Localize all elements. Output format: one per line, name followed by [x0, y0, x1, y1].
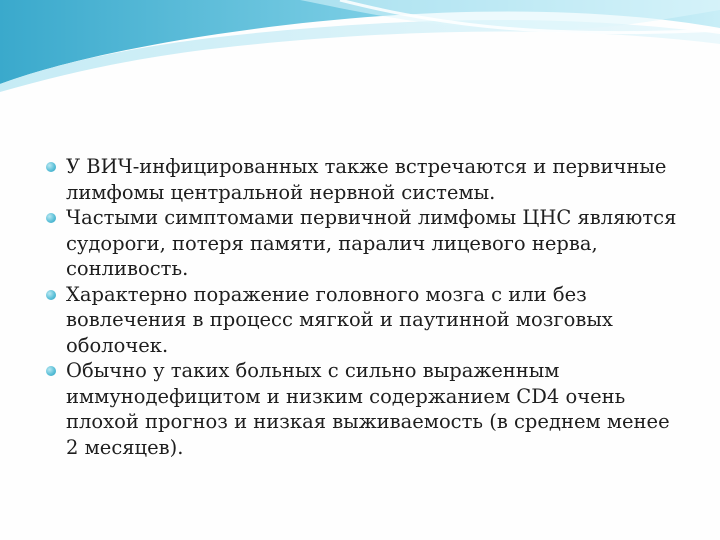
bullet-item-1 [44, 154, 684, 205]
bullet-item-4 [44, 358, 684, 460]
bullet-item-3 [44, 282, 684, 359]
bullet-dot-icon [46, 290, 56, 300]
bullet-item-2 [44, 205, 684, 282]
bullet-list [44, 154, 684, 460]
bullet-dot-icon [46, 162, 56, 172]
bullet-dot-icon [46, 213, 56, 223]
bullet-text-2: Частыми симптомами первичной лимфомы ЦНС являются судороги, потеря памяти, паралич лицевого нерва, сонливость. [66, 206, 677, 280]
bullet-text-3: Характерно поражение головного мозга с или без вовлечения в процесс мягкой и паутинной мозговых оболочек. [66, 282, 613, 357]
wave-header-decoration [0, 0, 720, 110]
bullet-text-1: У ВИЧ-инфицированных также встречаются и первичные лимфомы центральной нервной системы. [66, 155, 667, 204]
bullet-content [44, 154, 684, 460]
bullet-dot-icon [46, 366, 56, 376]
bullet-text-4: Обычно у таких больных с сильно выраженным иммунодефицитом и низким содержанием CD4 очень плохой прогноз и низкая выживаемость (в среднем менее 2 месяцев). [66, 359, 670, 459]
